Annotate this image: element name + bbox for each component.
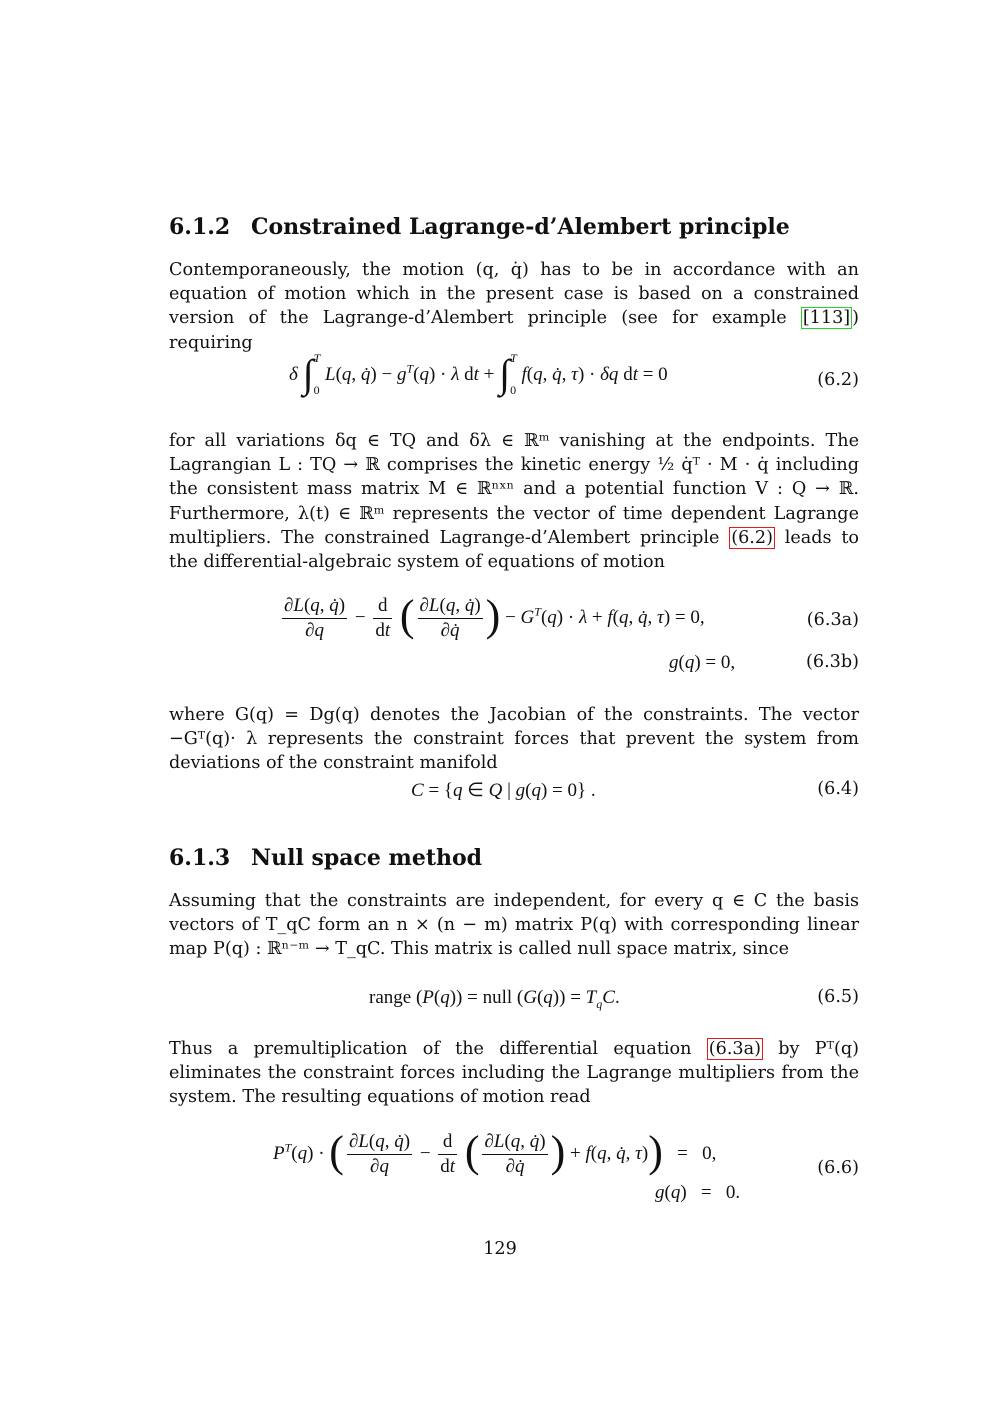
equation-body-line-2: g(q) = 0.: [655, 1182, 741, 1203]
equation-number: (6.6): [817, 1158, 859, 1178]
paragraph-3: where G(q) = Dg(q) denotes the Jacobian of the constraints. The vector −Gᵀ(q)· λ represents the constraint forces that prevent the system from deviations of the constraint manifold: [169, 705, 859, 774]
equation-reference-link[interactable]: (6.2): [731, 527, 773, 548]
section-heading-6-1-3: [169, 845, 482, 871]
page-number: 129: [483, 1239, 517, 1259]
paragraph-text: ) requiring: [169, 308, 859, 353]
equation-body-line-1: $P^T(q)$ · ( $\frac{\partial L(q, q̇)}{\partial q}$ − $\frac{d}{dt}$ ( $\frac{\partial L(q, q̇)}{\partial q̇}$ ) + f(q, q̇, τ)) = 0,: [273, 1126, 717, 1177]
equation-number: (6.4): [817, 779, 859, 799]
paragraph-text: for all variations δq ∈ TQ and δλ ∈ ℝᵐ vanishing at the endpoints. The Lagrangian L : TQ → ℝ comprises the kinetic energy ½ q̇ᵀ · M · q̇ including the consistent mass matrix M ∈ ℝⁿˣⁿ and a potential function V : Q → ℝ. Furthermore, λ(t) ∈ ℝᵐ represents the vector of time dependent Lagrange multipliers. The constrained Lagrange-d’Alembert principle: [169, 431, 859, 548]
equation-6-3b: [169, 652, 859, 678]
paragraph-text: Thus a premultiplication of the differential equation: [169, 1039, 707, 1059]
section-number: 6.1.2: [169, 214, 231, 240]
equation-body: $\frac{\partial L(q, q̇)}{\partial q}$ − $\frac{d}{dt}$ ( $\frac{\partial L(q, q̇)}{\partial q̇}$ ) − $G^T(q) \cdot \lambda + f(q$, q̇, τ) = 0,: [284, 590, 705, 641]
section-title: Constrained Lagrange-d’Alembert principle: [251, 214, 790, 240]
equation-6-3a: [169, 592, 859, 652]
paragraph-1: [169, 258, 859, 355]
section-title: Null space method: [251, 845, 483, 871]
equation-number: (6.2): [817, 370, 859, 390]
paragraph-text: leads to the differential-algebraic system of equations of motion: [169, 527, 859, 573]
equation-6-6: [169, 1126, 859, 1210]
equation-number: (6.5): [817, 987, 859, 1007]
equation-body: C = {q ∈ Q | g(q) = 0} .: [411, 780, 596, 801]
citation-link[interactable]: [113]: [802, 308, 851, 329]
equation-body: g(q) = 0,: [669, 652, 736, 673]
equation-6-2: [169, 348, 859, 418]
paragraph-text: Contemporaneously, the motion (q, q̇) has to be in accordance with an equation of motion which in the present case is based on a constrained version of the Lagrange-d’Alembert principle (see for example: [169, 260, 859, 329]
equation-body: range (P(q)) = null $(G(q)) = T_qC$.: [369, 987, 620, 1011]
section-heading-6-1-2: [169, 214, 790, 240]
paragraph-text: by Pᵀ(q) eliminates the constraint forces including the Lagrange multipliers from the system. The resulting equations of motion read: [169, 1039, 859, 1108]
equation-6-5: [169, 987, 859, 1013]
equation-number: (6.3b): [806, 652, 859, 672]
paragraph-5: [169, 1037, 859, 1110]
paragraph-4: Assuming that the constraints are independent, for every q ∈ C the basis vectors of T_qC form an n × (n − m) matrix P(q) with corresponding linear map P(q) : ℝⁿ⁻ᵐ → T_qC. This matrix is called null space matrix, since: [169, 891, 859, 960]
section-number: 6.1.3: [169, 845, 231, 871]
equation-6-4: [169, 779, 859, 805]
equation-body: δ ∫ T 0 L(q, q̇) − $g^T(q) \cdot \lambda$ dt + ∫ T 0 f(q, q̇, τ) · δq dt = 0: [289, 350, 668, 397]
equation-number: (6.3a): [806, 610, 859, 630]
paragraph-2: [169, 429, 859, 574]
equation-reference-link[interactable]: (6.3a): [708, 1039, 761, 1059]
